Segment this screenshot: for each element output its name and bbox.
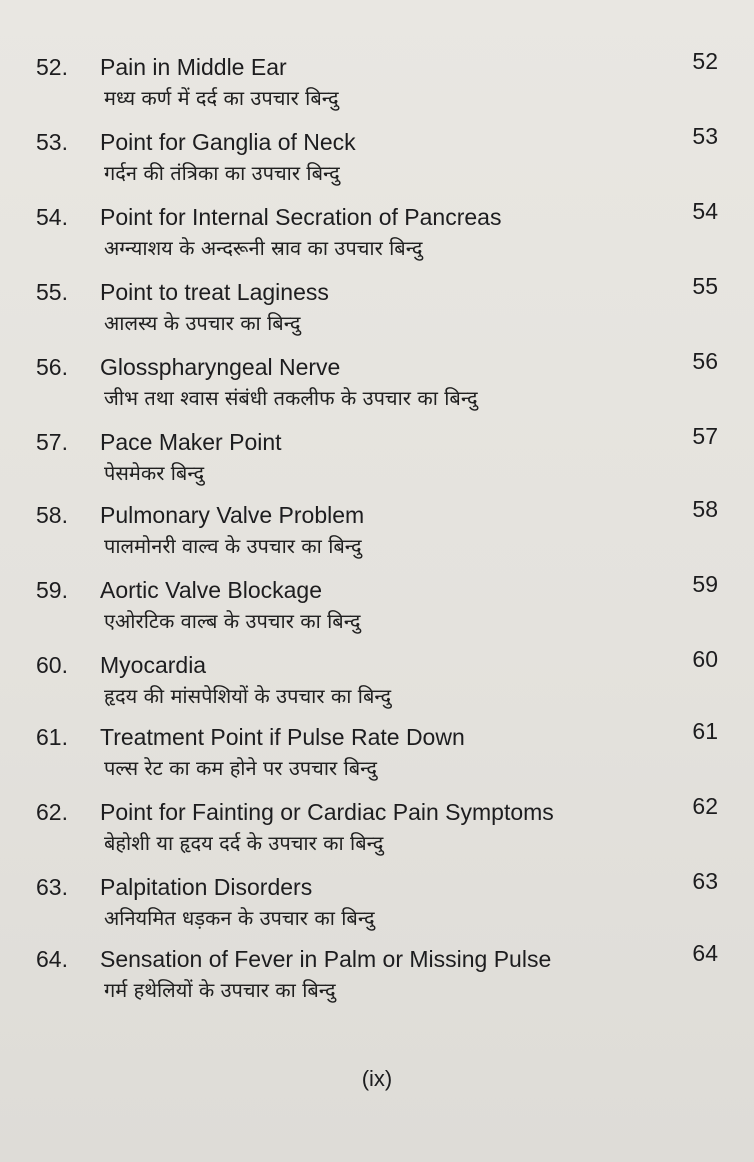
entry-title: Point for Internal Secration of Pancreas — [100, 204, 502, 230]
toc-entry — [0, 348, 754, 427]
entry-hindi-title: अग्न्याशय के अन्दरूनी स्राव का उपचार बिन्दु — [104, 236, 423, 260]
entry-page-number: 63 — [692, 868, 718, 894]
entry-page-number: 52 — [692, 48, 718, 74]
entry-page-number: 54 — [692, 198, 718, 224]
toc-entry — [0, 571, 754, 650]
entry-title: Point for Ganglia of Neck — [100, 129, 356, 155]
toc-entry — [0, 48, 754, 127]
entry-hindi-title: पेसमेकर बिन्दु — [104, 461, 205, 485]
toc-entry — [0, 793, 754, 872]
entry-title: Pulmonary Valve Problem — [100, 502, 365, 528]
toc-entry — [0, 940, 754, 1019]
entry-hindi-title: गर्म हथेलियों के उपचार का बिन्दु — [104, 978, 336, 1002]
entry-title: Palpitation Disorders — [100, 874, 313, 900]
entry-hindi-title: पल्स रेट का कम होने पर उपचार बिन्दु — [104, 756, 377, 780]
entry-number: 61. — [36, 724, 68, 750]
entry-page-number: 55 — [692, 273, 718, 299]
toc-entry — [0, 423, 754, 502]
entry-number: 52. — [36, 54, 68, 80]
entry-page-number: 59 — [692, 571, 718, 597]
entry-title: Pace Maker Point — [100, 429, 282, 455]
entry-title: Point for Fainting or Cardiac Pain Symptoms — [100, 799, 554, 825]
entry-hindi-title: मध्य कर्ण में दर्द का उपचार बिन्दु — [104, 86, 339, 110]
entry-title: Glosspharyngeal Nerve — [100, 354, 341, 380]
entry-hindi-title: पालमोनरी वाल्व के उपचार का बिन्दु — [104, 534, 362, 558]
entry-number: 57. — [36, 429, 68, 455]
entry-hindi-title: जीभ तथा श्वास संबंधी तकलीफ के उपचार का बिन्दु — [104, 386, 478, 410]
entry-title: Point to treat Laginess — [100, 279, 329, 305]
toc-entry — [0, 198, 754, 277]
entry-number: 59. — [36, 577, 68, 603]
entry-hindi-title: आलस्य के उपचार का बिन्दु — [104, 311, 301, 335]
entry-title: Pain in Middle Ear — [100, 54, 287, 80]
toc-entry — [0, 868, 754, 947]
entry-page-number: 64 — [692, 940, 718, 966]
entry-hindi-title: बेहोशी या हृदय दर्द के उपचार का बिन्दु — [104, 831, 384, 855]
entry-number: 54. — [36, 204, 68, 230]
toc-entry — [0, 123, 754, 202]
toc-entry — [0, 718, 754, 797]
entry-hindi-title: अनियमित धड़कन के उपचार का बिन्दु — [104, 906, 375, 930]
entry-page-number: 57 — [692, 423, 718, 449]
entry-title: Myocardia — [100, 652, 207, 678]
entry-number: 55. — [36, 279, 68, 305]
entry-title: Treatment Point if Pulse Rate Down — [100, 724, 465, 750]
entry-page-number: 56 — [692, 348, 718, 374]
toc-entry — [0, 273, 754, 352]
entry-title: Aortic Valve Blockage — [100, 577, 323, 603]
entry-page-number: 61 — [692, 718, 718, 744]
entry-number: 63. — [36, 874, 68, 900]
toc-entry — [0, 496, 754, 575]
entry-hindi-title: गर्दन की तंत्रिका का उपचार बिन्दु — [104, 161, 340, 185]
entry-page-number: 53 — [692, 123, 718, 149]
entry-page-number: 60 — [692, 646, 718, 672]
toc-entry — [0, 646, 754, 725]
entry-number: 56. — [36, 354, 68, 380]
entry-number: 58. — [36, 502, 68, 528]
entry-hindi-title: हृदय की मांसपेशियों के उपचार का बिन्दु — [104, 684, 392, 708]
entry-title: Sensation of Fever in Palm or Missing Pulse — [100, 946, 552, 972]
entry-page-number: 62 — [692, 793, 718, 819]
entry-hindi-title: एओरटिक वाल्ब के उपचार का बिन्दु — [104, 609, 361, 633]
entry-number: 60. — [36, 652, 68, 678]
entry-number: 53. — [36, 129, 68, 155]
entry-number: 62. — [36, 799, 68, 825]
entry-page-number: 58 — [692, 496, 718, 522]
entry-number: 64. — [36, 946, 68, 972]
page-footer-number: (ix) — [361, 1066, 393, 1091]
